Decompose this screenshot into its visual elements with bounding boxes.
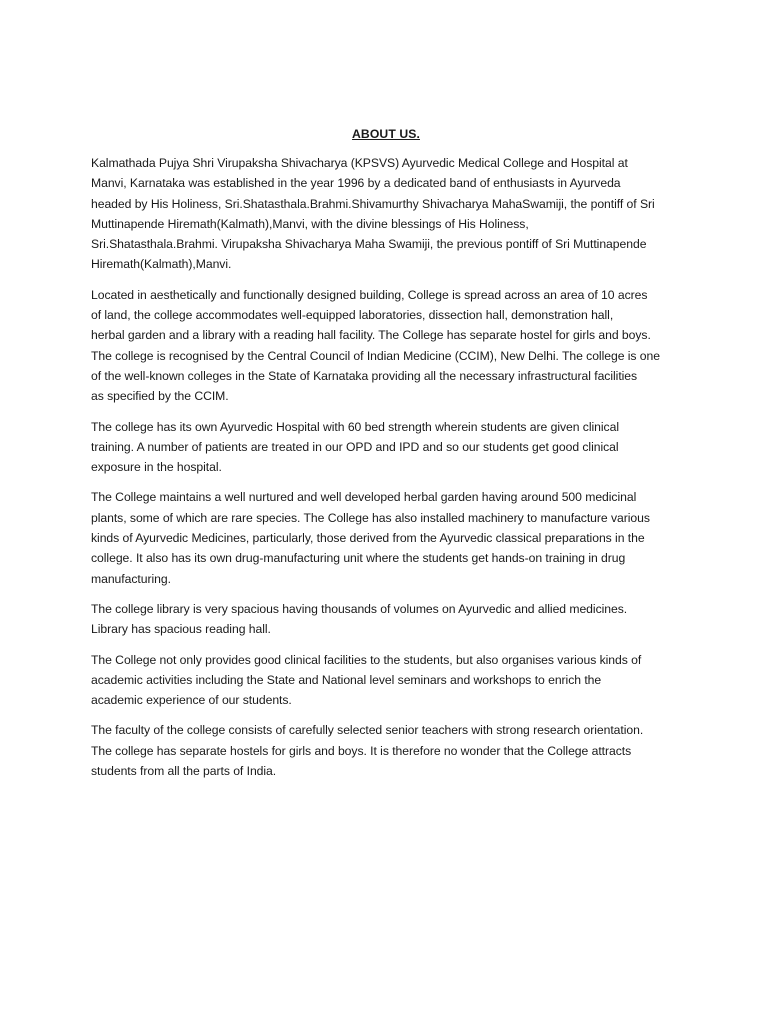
text-line: Sri.Shatasthala.Brahmi. Virupaksha Shivacharya Maha Swamiji, the previous pontiff of Sri Muttinapende	[91, 237, 647, 252]
text-line: headed by His Holiness, Sri.Shatasthala.Brahmi.Shivamurthy Shivacharya MahaSwamiji, the pontiff of Sri	[91, 196, 655, 211]
text-line: manufacturing.	[91, 571, 171, 586]
document-title: ABOUT US.	[352, 127, 420, 141]
paragraph-intro	[91, 153, 681, 275]
paragraph-campus	[91, 285, 681, 407]
text-line: training. A number of patients are treated in our OPD and IPD and so our students get good clinical	[91, 439, 619, 454]
text-line: The College maintains a well nurtured and well developed herbal garden having around 500 medicinal	[91, 490, 637, 505]
text-line: Library has spacious reading hall.	[91, 622, 271, 637]
text-line: herbal garden and a library with a reading hall facility. The College has separate hostel for girls and boys.	[91, 328, 651, 343]
text-line: Located in aesthetically and functionally designed building, College is spread across an area of 10 acres	[91, 287, 648, 302]
text-line: The college library is very spacious having thousands of volumes on Ayurvedic and allied medicines.	[91, 601, 628, 616]
text-line: The college has its own Ayurvedic Hospital with 60 bed strength wherein students are given clinical	[91, 419, 619, 434]
paragraph-academics	[91, 650, 681, 711]
text-line: academic activities including the State and National level seminars and workshops to enrich the	[91, 672, 602, 687]
text-line: Muttinapende Hiremath(Kalmath),Manvi, with the divine blessings of His Holiness,	[91, 216, 529, 231]
paragraph-hospital	[91, 417, 681, 478]
paragraph-herbal-garden	[91, 487, 681, 588]
text-line: The college has separate hostels for girls and boys. It is therefore no wonder that the College attracts	[91, 743, 632, 758]
text-line: The faculty of the college consists of carefully selected senior teachers with strong research orientation.	[91, 723, 644, 738]
text-line: The College not only provides good clinical facilities to the students, but also organises various kinds of	[91, 652, 642, 667]
text-line: Manvi, Karnataka was established in the year 1996 by a dedicated band of enthusiasts in Ayurveda	[91, 176, 621, 191]
text-line: college. It also has its own drug-manufacturing unit where the students get hands-on training in drug	[91, 551, 626, 566]
text-line: students from all the parts of India.	[91, 764, 277, 779]
text-line: academic experience of our students.	[91, 693, 292, 708]
text-line: The college is recognised by the Central Council of Indian Medicine (CCIM), New Delhi. The college is one	[91, 348, 660, 363]
text-line: exposure in the hospital.	[91, 460, 222, 475]
text-line: of the well-known colleges in the State of Karnataka providing all the necessary infrastructural facilities	[91, 368, 638, 383]
text-line: of land, the college accommodates well-equipped laboratories, dissection hall, demonstration hall,	[91, 308, 614, 323]
text-line: plants, some of which are rare species. The College has also installed machinery to manufacture various	[91, 510, 650, 525]
text-line: kinds of Ayurvedic Medicines, particularly, those derived from the Ayurvedic classical preparations in the	[91, 531, 645, 546]
document-body	[91, 124, 681, 791]
paragraph-faculty	[91, 720, 681, 781]
text-line: as specified by the CCIM.	[91, 389, 229, 404]
text-line: Hiremath(Kalmath),Manvi.	[91, 257, 232, 272]
text-line: Kalmathada Pujya Shri Virupaksha Shivacharya (KPSVS) Ayurvedic Medical College and Hospital at	[91, 156, 628, 170]
paragraph-library	[91, 599, 681, 640]
